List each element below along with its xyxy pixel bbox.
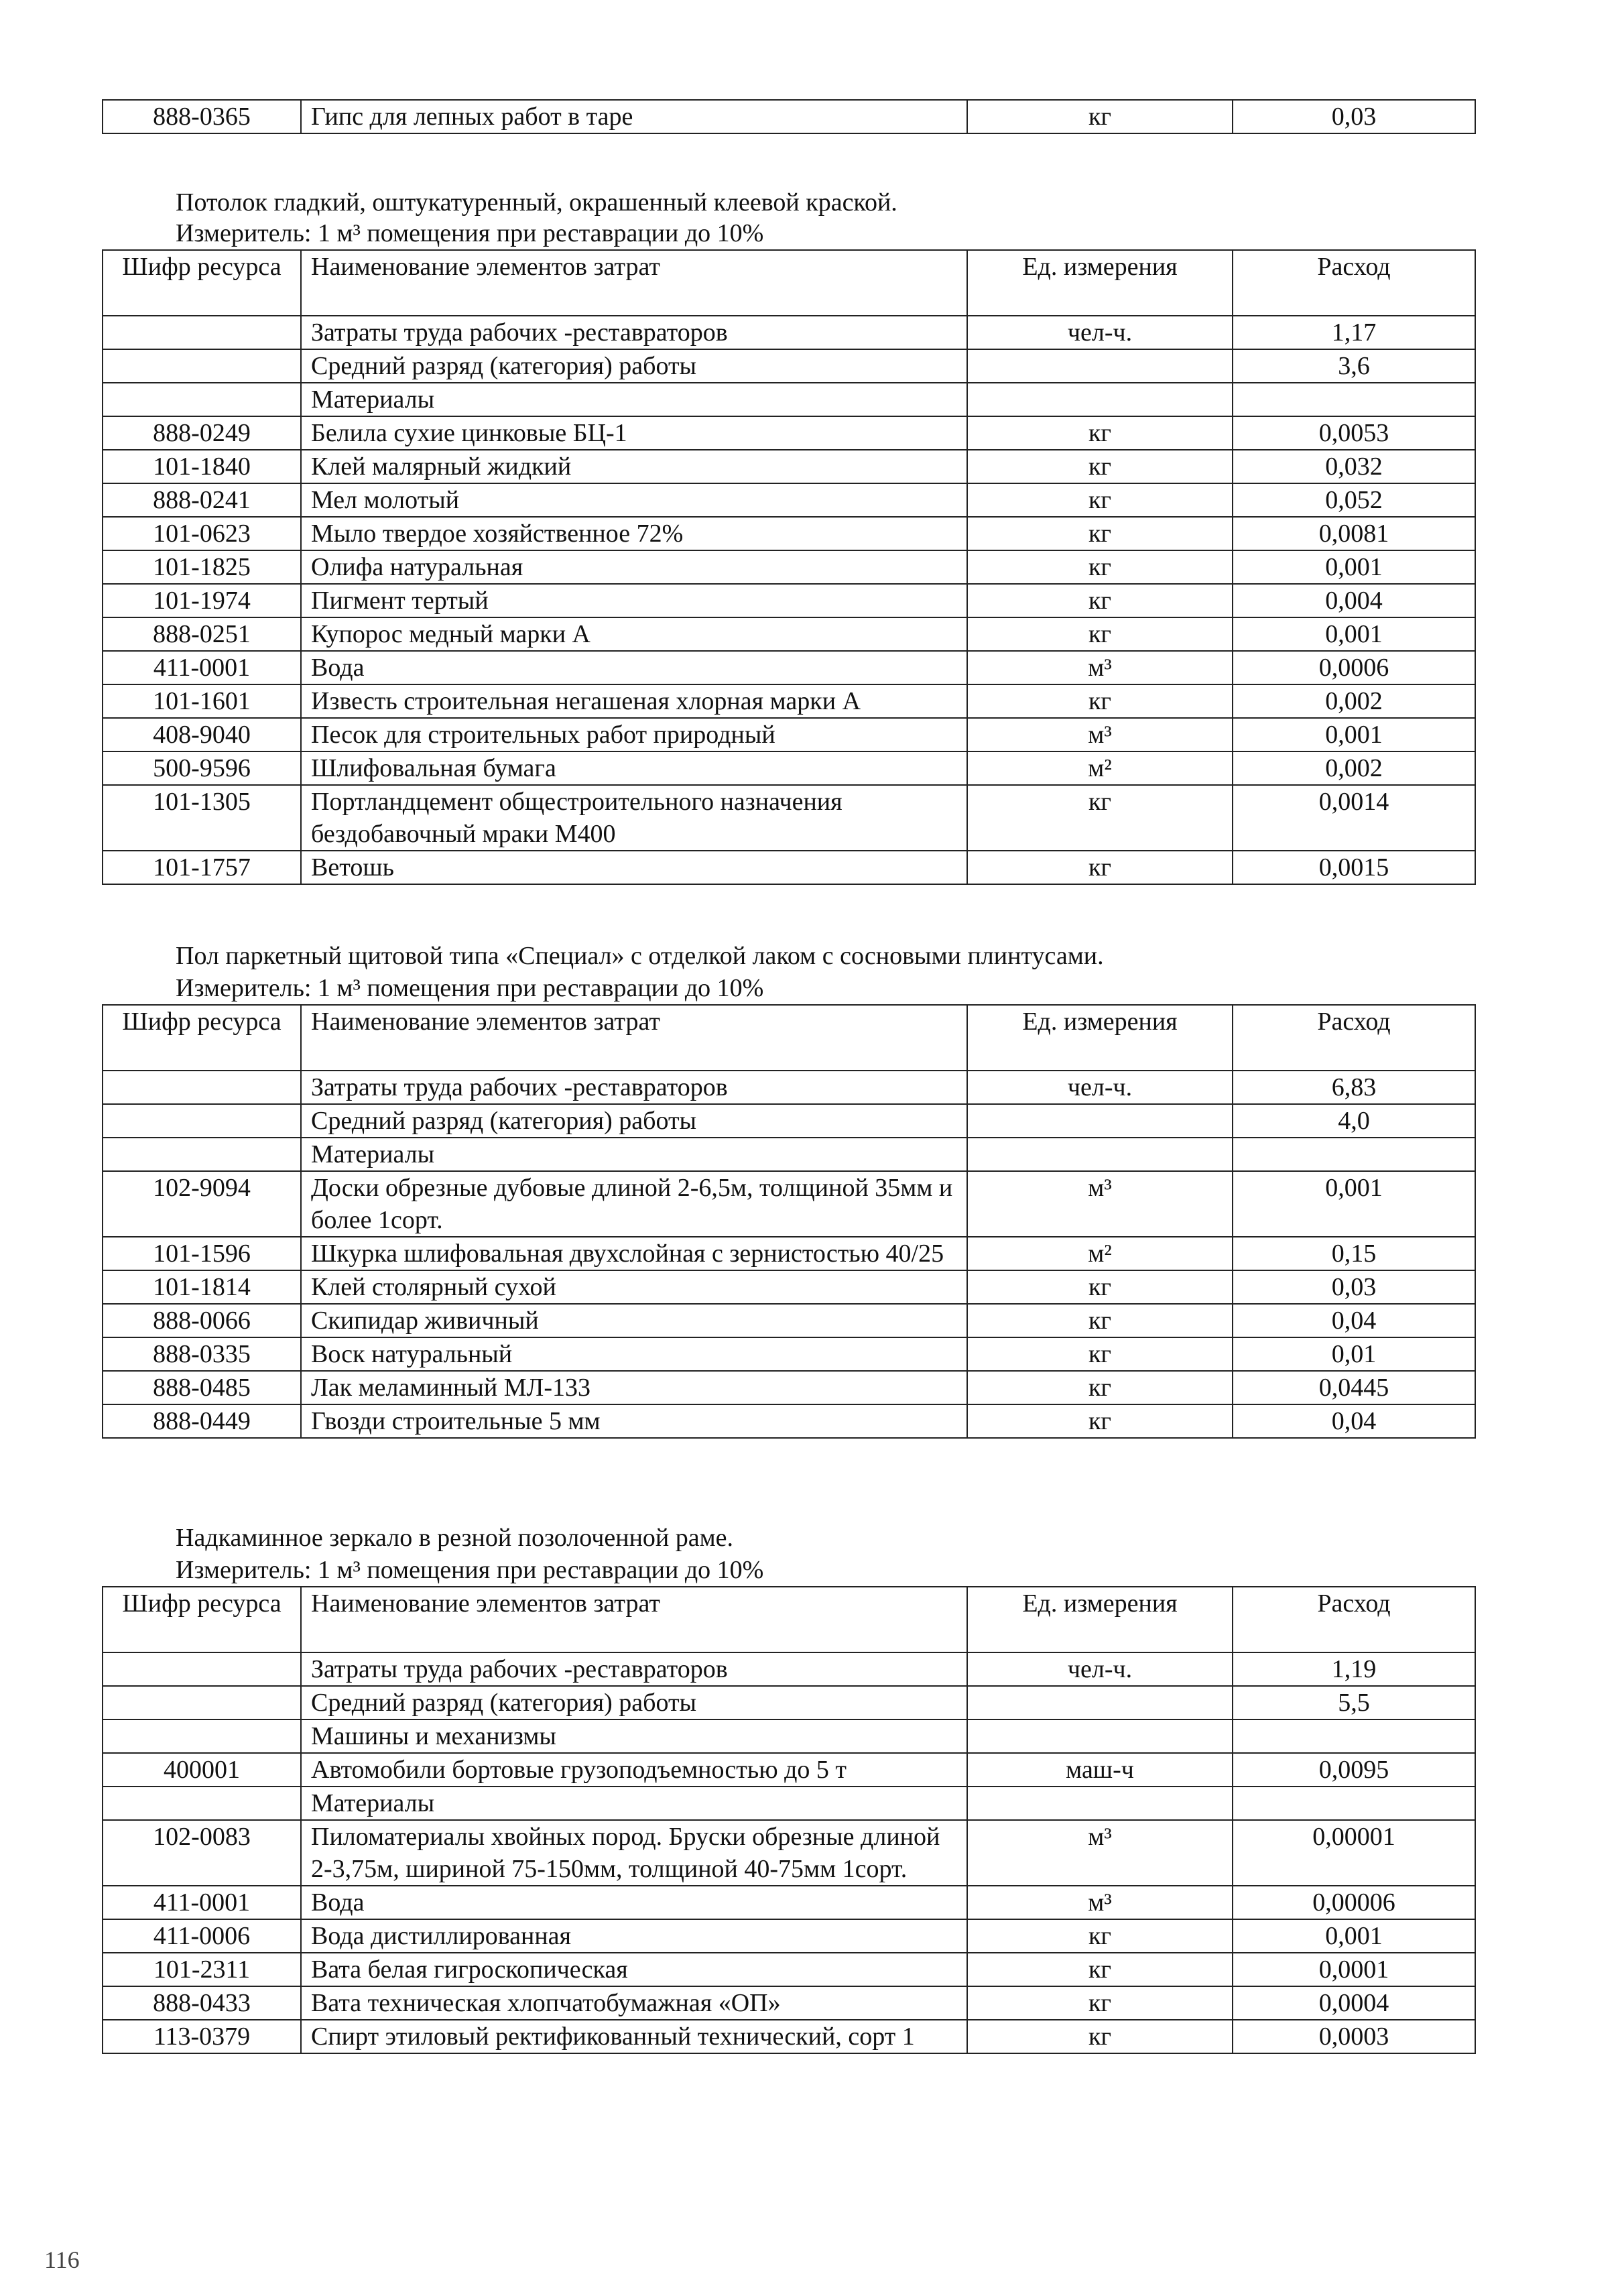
column-header-qty: Расход <box>1233 1587 1475 1652</box>
resource-code: 101-1840 <box>103 450 301 483</box>
table-row <box>103 1919 1475 1953</box>
consumption-value: 0,052 <box>1233 483 1475 517</box>
resource-code: 500-9596 <box>103 751 301 785</box>
consumption-value: 0,0445 <box>1233 1371 1475 1404</box>
resource-code: 888-0249 <box>103 416 301 450</box>
table-row <box>103 1953 1475 1986</box>
section-table <box>102 1004 1476 1439</box>
table-row <box>103 2020 1475 2053</box>
consumption-value <box>1233 1787 1475 1820</box>
cost-element-name: Машины и механизмы <box>301 1719 967 1753</box>
cost-element-name: Автомобили бортовые грузоподъемностью до 5 т <box>301 1753 967 1787</box>
table-row <box>103 1071 1475 1104</box>
resource-code: 400001 <box>103 1753 301 1787</box>
table-row <box>103 718 1475 751</box>
cost-element-name: Вода дистиллированная <box>301 1919 967 1953</box>
resource-code: 102-9094 <box>103 1171 301 1237</box>
table-row <box>103 684 1475 718</box>
unit-of-measure: кг <box>967 416 1233 450</box>
column-header-code: Шифр ресурса <box>103 1587 301 1652</box>
consumption-value: 0,00006 <box>1233 1886 1475 1919</box>
unit-of-measure: кг <box>967 1304 1233 1337</box>
cost-element-name: Клей столярный сухой <box>301 1270 967 1304</box>
unit-of-measure <box>967 1719 1233 1753</box>
resource-code <box>103 383 301 416</box>
unit-of-measure: кг <box>967 550 1233 584</box>
section-title: Надкаминное зеркало в резной позолоченной раме. <box>176 1524 734 1552</box>
cost-element-name: Белила сухие цинковые БЦ-1 <box>301 416 967 450</box>
unit-of-measure: кг <box>967 584 1233 617</box>
unit-of-measure: кг <box>967 617 1233 651</box>
unit-of-measure: м³ <box>967 1820 1233 1886</box>
resource-code: 888-0241 <box>103 483 301 517</box>
cost-element-name: Песок для строительных работ природный <box>301 718 967 751</box>
cost-element-name: Затраты труда рабочих -реставраторов <box>301 1652 967 1686</box>
unit-of-measure: кг <box>967 1404 1233 1438</box>
resource-code: 888-0335 <box>103 1337 301 1371</box>
resource-code <box>103 316 301 349</box>
column-header-unit: Ед. измерения <box>967 250 1233 316</box>
table-row <box>103 1237 1475 1270</box>
cost-element-name: Шкурка шлифовальная двухслойная с зернистостью 40/25 <box>301 1237 967 1270</box>
cost-element-name: Ветошь <box>301 851 967 884</box>
resource-code: 888-0365 <box>103 100 301 133</box>
consumption-value: 0,0004 <box>1233 1986 1475 2020</box>
table-row <box>103 416 1475 450</box>
consumption-value: 5,5 <box>1233 1686 1475 1719</box>
consumption-value <box>1233 1138 1475 1171</box>
column-header-unit: Ед. измерения <box>967 1005 1233 1071</box>
unit-of-measure: кг <box>967 785 1233 851</box>
consumption-value: 0,00001 <box>1233 1820 1475 1886</box>
consumption-value: 0,0095 <box>1233 1753 1475 1787</box>
table-row <box>103 1270 1475 1304</box>
cost-element-name: Затраты труда рабочих -реставраторов <box>301 1071 967 1104</box>
consumption-value: 0,002 <box>1233 751 1475 785</box>
column-header-unit: Ед. измерения <box>967 1587 1233 1652</box>
table-header-row <box>103 1005 1475 1071</box>
consumption-value: 0,03 <box>1233 1270 1475 1304</box>
consumption-value: 0,0015 <box>1233 851 1475 884</box>
resource-code: 888-0251 <box>103 617 301 651</box>
resource-code <box>103 1652 301 1686</box>
consumption-value: 0,001 <box>1233 617 1475 651</box>
consumption-value: 0,0003 <box>1233 2020 1475 2053</box>
table-row <box>103 851 1475 884</box>
cost-element-name: Портландцемент общестроительного назначения бездобавочный мраки М400 <box>301 785 967 851</box>
table-row <box>103 1686 1475 1719</box>
consumption-value: 0,01 <box>1233 1337 1475 1371</box>
resource-code: 888-0066 <box>103 1304 301 1337</box>
resource-code <box>103 1071 301 1104</box>
unit-of-measure: кг <box>967 517 1233 550</box>
unit-of-measure <box>967 1787 1233 1820</box>
cost-element-name: Скипидар живичный <box>301 1304 967 1337</box>
table-row <box>103 1753 1475 1787</box>
table-header-row <box>103 250 1475 316</box>
resource-code: 101-1974 <box>103 584 301 617</box>
resource-code: 102-0083 <box>103 1820 301 1886</box>
cost-element-name: Вата белая гигроскопическая <box>301 1953 967 1986</box>
consumption-value: 0,001 <box>1233 1171 1475 1237</box>
unit-of-measure: кг <box>967 1371 1233 1404</box>
unit-of-measure: м³ <box>967 651 1233 684</box>
unit-of-measure: кг <box>967 450 1233 483</box>
column-header-name: Наименование элементов затрат <box>301 1005 967 1071</box>
consumption-value: 0,04 <box>1233 1304 1475 1337</box>
unit-of-measure: м³ <box>967 1171 1233 1237</box>
unit-of-measure: кг <box>967 1337 1233 1371</box>
unit-of-measure <box>967 383 1233 416</box>
resource-code: 101-1601 <box>103 684 301 718</box>
cost-element-name: Пиломатериалы хвойных пород. Бруски обрезные длиной 2-3,75м, шириной 75-150мм, толщиной 40-75мм 1сорт. <box>301 1820 967 1886</box>
resource-code: 888-0433 <box>103 1986 301 2020</box>
consumption-value: 1,19 <box>1233 1652 1475 1686</box>
consumption-value: 0,001 <box>1233 1919 1475 1953</box>
cost-element-name: Мыло твердое хозяйственное 72% <box>301 517 967 550</box>
resource-code <box>103 1719 301 1753</box>
column-header-name: Наименование элементов затрат <box>301 250 967 316</box>
table-row <box>103 1886 1475 1919</box>
cost-element-name: Вода <box>301 1886 967 1919</box>
consumption-value: 0,0006 <box>1233 651 1475 684</box>
consumption-value: 3,6 <box>1233 349 1475 383</box>
table-row <box>103 1652 1475 1686</box>
table-row <box>103 383 1475 416</box>
table-row <box>103 1404 1475 1438</box>
cost-element-name: Купорос медный марки А <box>301 617 967 651</box>
consumption-value: 0,0014 <box>1233 785 1475 851</box>
unit-of-measure: кг <box>967 684 1233 718</box>
cost-element-name: Клей малярный жидкий <box>301 450 967 483</box>
unit-of-measure: чел-ч. <box>967 1071 1233 1104</box>
consumption-value: 6,83 <box>1233 1071 1475 1104</box>
consumption-value: 0,001 <box>1233 550 1475 584</box>
cost-element-name: Гвозди строительные 5 мм <box>301 1404 967 1438</box>
cost-element-name: Лак меламинный МЛ-133 <box>301 1371 967 1404</box>
consumption-value: 0,001 <box>1233 718 1475 751</box>
consumption-value: 4,0 <box>1233 1104 1475 1138</box>
unit-of-measure: м² <box>967 1237 1233 1270</box>
cost-element-name: Гипс для лепных работ в таре <box>301 100 967 133</box>
unit-of-measure: кг <box>967 1986 1233 2020</box>
consumption-value: 0,0081 <box>1233 517 1475 550</box>
table-row <box>103 584 1475 617</box>
consumption-value: 0,03 <box>1233 100 1475 133</box>
table-row <box>103 1104 1475 1138</box>
unit-of-measure: чел-ч. <box>967 316 1233 349</box>
section-measure: Измеритель: 1 м³ помещения при реставрации до 10% <box>176 219 764 247</box>
table-row <box>103 550 1475 584</box>
resource-code: 101-1814 <box>103 1270 301 1304</box>
table-header-row <box>103 1587 1475 1652</box>
section-title: Пол паркетный щитовой типа «Специал» с отделкой лаком с сосновыми плинтусами. <box>176 942 1104 970</box>
column-header-code: Шифр ресурса <box>103 250 301 316</box>
resource-code: 888-0449 <box>103 1404 301 1438</box>
resource-code: 411-0001 <box>103 1886 301 1919</box>
resource-code: 888-0485 <box>103 1371 301 1404</box>
column-header-qty: Расход <box>1233 250 1475 316</box>
resource-code: 411-0001 <box>103 651 301 684</box>
consumption-value: 0,0053 <box>1233 416 1475 450</box>
unit-of-measure: кг <box>967 100 1233 133</box>
cost-element-name: Вода <box>301 651 967 684</box>
cost-element-name: Пигмент тертый <box>301 584 967 617</box>
table-row <box>103 1304 1475 1337</box>
section-table <box>102 1586 1476 2054</box>
unit-of-measure: маш-ч <box>967 1753 1233 1787</box>
table-row <box>103 450 1475 483</box>
consumption-value <box>1233 1719 1475 1753</box>
resource-code <box>103 349 301 383</box>
cost-element-name: Затраты труда рабочих -реставраторов <box>301 316 967 349</box>
resource-code: 101-1757 <box>103 851 301 884</box>
unit-of-measure: м³ <box>967 1886 1233 1919</box>
section-measure: Измеритель: 1 м³ помещения при реставрации до 10% <box>176 974 764 1002</box>
page-number: 116 <box>44 2246 80 2273</box>
cost-element-name: Мел молотый <box>301 483 967 517</box>
table-row <box>103 1337 1475 1371</box>
unit-of-measure: кг <box>967 1270 1233 1304</box>
table-row <box>103 349 1475 383</box>
table-row <box>103 1138 1475 1171</box>
cost-element-name: Средний разряд (категория) работы <box>301 349 967 383</box>
unit-of-measure: кг <box>967 1919 1233 1953</box>
consumption-value: 0,032 <box>1233 450 1475 483</box>
unit-of-measure: кг <box>967 2020 1233 2053</box>
cost-element-name: Олифа натуральная <box>301 550 967 584</box>
table-row <box>103 517 1475 550</box>
unit-of-measure: чел-ч. <box>967 1652 1233 1686</box>
unit-of-measure: кг <box>967 1953 1233 1986</box>
resource-code <box>103 1787 301 1820</box>
unit-of-measure <box>967 1104 1233 1138</box>
cost-element-name: Воск натуральный <box>301 1337 967 1371</box>
table-row <box>103 483 1475 517</box>
table-row <box>103 1820 1475 1886</box>
consumption-value <box>1233 383 1475 416</box>
consumption-value: 0,004 <box>1233 584 1475 617</box>
table-row <box>103 1787 1475 1820</box>
cost-element-name: Вата техническая хлопчатобумажная «ОП» <box>301 1986 967 2020</box>
resource-code <box>103 1686 301 1719</box>
resource-code: 408-9040 <box>103 718 301 751</box>
column-header-name: Наименование элементов затрат <box>301 1587 967 1652</box>
consumption-value: 0,15 <box>1233 1237 1475 1270</box>
section-measure: Измеритель: 1 м³ помещения при реставрации до 10% <box>176 1556 764 1584</box>
cost-element-name: Материалы <box>301 1787 967 1820</box>
consumption-value: 0,002 <box>1233 684 1475 718</box>
cost-element-name: Средний разряд (категория) работы <box>301 1686 967 1719</box>
table-row <box>103 617 1475 651</box>
section-title: Потолок гладкий, оштукатуренный, окрашенный клеевой краской. <box>176 188 897 217</box>
cost-element-name: Шлифовальная бумага <box>301 751 967 785</box>
resource-code: 101-1825 <box>103 550 301 584</box>
column-header-code: Шифр ресурса <box>103 1005 301 1071</box>
table-row <box>103 1986 1475 2020</box>
cost-element-name: Доски обрезные дубовые длиной 2-6,5м, толщиной 35мм и более 1сорт. <box>301 1171 967 1237</box>
table-row <box>103 1171 1475 1237</box>
table-row <box>103 1719 1475 1753</box>
section-table <box>102 249 1476 885</box>
table-row <box>103 100 1475 133</box>
unit-of-measure <box>967 1138 1233 1171</box>
table-row <box>103 651 1475 684</box>
consumption-value: 0,04 <box>1233 1404 1475 1438</box>
cost-element-name: Спирт этиловый ректификованный технический, сорт 1 <box>301 2020 967 2053</box>
resource-code <box>103 1104 301 1138</box>
unit-of-measure <box>967 349 1233 383</box>
resource-code: 101-0623 <box>103 517 301 550</box>
unit-of-measure: кг <box>967 851 1233 884</box>
cost-element-name: Материалы <box>301 383 967 416</box>
resource-code: 101-2311 <box>103 1953 301 1986</box>
table-row <box>103 785 1475 851</box>
resource-code: 101-1305 <box>103 785 301 851</box>
top-fragment-table <box>102 99 1476 134</box>
cost-element-name: Известь строительная негашеная хлорная марки А <box>301 684 967 718</box>
cost-element-name: Материалы <box>301 1138 967 1171</box>
table-row <box>103 316 1475 349</box>
resource-code: 113-0379 <box>103 2020 301 2053</box>
table-row <box>103 751 1475 785</box>
unit-of-measure: м² <box>967 751 1233 785</box>
table-row <box>103 1371 1475 1404</box>
consumption-value: 1,17 <box>1233 316 1475 349</box>
resource-code <box>103 1138 301 1171</box>
resource-code: 411-0006 <box>103 1919 301 1953</box>
consumption-value: 0,0001 <box>1233 1953 1475 1986</box>
column-header-qty: Расход <box>1233 1005 1475 1071</box>
cost-element-name: Средний разряд (категория) работы <box>301 1104 967 1138</box>
unit-of-measure <box>967 1686 1233 1719</box>
unit-of-measure: кг <box>967 483 1233 517</box>
unit-of-measure: м³ <box>967 718 1233 751</box>
resource-code: 101-1596 <box>103 1237 301 1270</box>
